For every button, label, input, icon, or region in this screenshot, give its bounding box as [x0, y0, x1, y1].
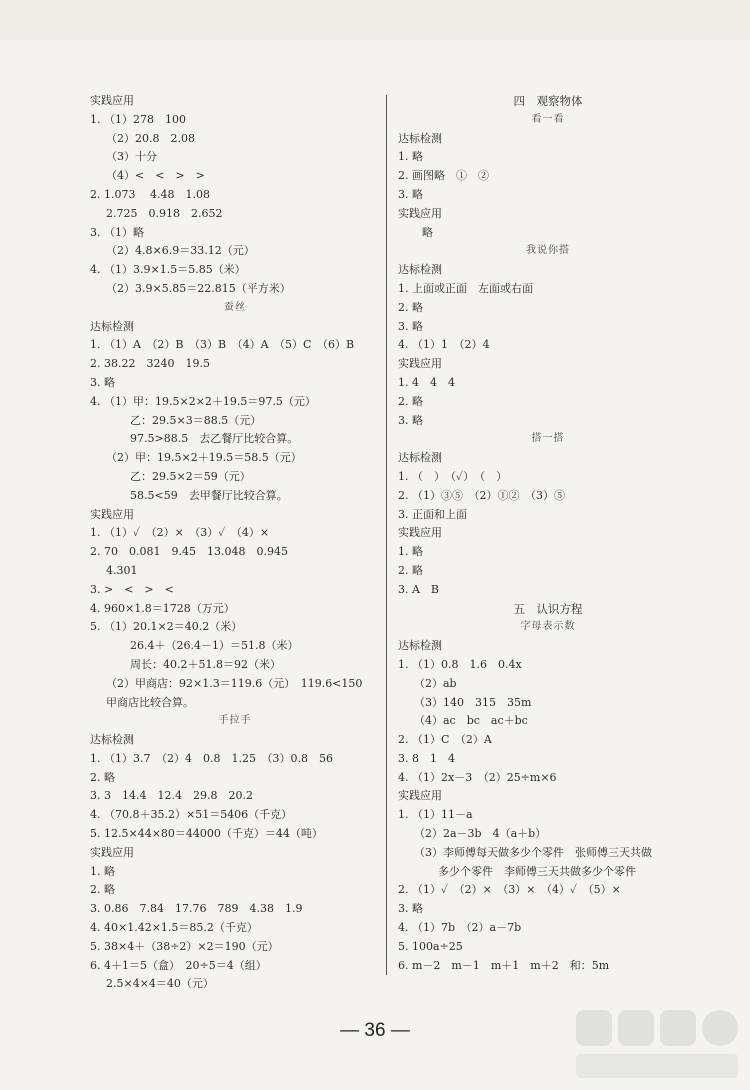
answer-line: 1. 4 4 4	[398, 375, 455, 389]
answer-line: 1. 略	[398, 545, 423, 559]
section-heading: 实践应用	[90, 94, 134, 107]
answer-line: 3. 略	[398, 319, 423, 333]
answer-line: 4. 960×1.8＝1728（万元）	[90, 601, 235, 615]
section-sub: 搭一搭	[531, 433, 565, 445]
answer-line: 4. （1）1 （2）4	[398, 338, 490, 352]
answer-line: 乙：29.5×3＝88.5（元）	[130, 413, 262, 427]
answer-line: 4. 40×1.42×1.5＝85.2（千克）	[90, 921, 258, 935]
answer-line: 5. 12.5×44×80＝44000（千克）＝44（吨）	[90, 827, 323, 841]
answer-line: （4）< < > >	[106, 169, 205, 183]
answer-line: 4.301	[106, 563, 138, 577]
answer-line: （2）2a－3b 4（a＋b）	[414, 827, 547, 841]
answer-line: 1. （ ） （✓） （ ）	[398, 469, 508, 483]
answer-line: 3. 3 14.4 12.4 29.8 20.2	[90, 789, 253, 803]
answer-line: 2.725 0.918 2.652	[106, 206, 223, 220]
answer-line: 26.4＋（26.4－1）＝51.8（米）	[130, 639, 299, 653]
answer-line: 2. 略	[398, 300, 423, 314]
answer-line: 1. （1）0.8 1.6 0.4x	[398, 657, 522, 671]
answer-line: 1. 略	[398, 150, 423, 164]
answer-line: 1. （1）✓ （2）× （3）✓ （4）×	[90, 526, 270, 540]
section-sub: 我说你搭	[526, 245, 570, 257]
section-heading: 实践应用	[398, 206, 442, 220]
section-heading: 达标检测	[398, 131, 442, 145]
section-chapter: 五 认识方程	[513, 601, 583, 616]
section-heading: 实践应用	[90, 507, 134, 521]
answer-line: 1. 略	[90, 864, 115, 878]
answer-line: 58.5<59 去甲餐厅比较合算。	[130, 488, 288, 502]
answer-line: 1. （1）11－a	[398, 808, 473, 822]
section-heading: 达标检测	[398, 639, 442, 653]
section-sub: 看一看	[531, 113, 565, 125]
answer-line: 3. 正面和上面	[398, 507, 467, 521]
answer-line: 3. （1）略	[90, 225, 144, 239]
section-heading: 达标检测	[398, 263, 442, 277]
answer-line: 2. 1.073 4.48 1.08	[90, 187, 210, 201]
answer-line: 4. （1）7b （2）a－7b	[398, 921, 522, 935]
answer-line: 2. 略	[398, 563, 423, 577]
answer-line: 4. （1）3.9×1.5＝5.85（米）	[90, 263, 246, 277]
answer-line: 2. （1）③⑤ （2）①② （3）⑤	[398, 488, 565, 502]
answer-line: （2）甲商店：92×1.3＝119.6（元） 119.6<150	[106, 676, 363, 690]
answer-line: （3）140 315 35m	[414, 695, 532, 709]
answer-line: 2. 略	[90, 883, 115, 897]
answer-line: （2）3.9×5.85＝22.815（平方米）	[106, 281, 291, 295]
answer-line: 1. （1）A （2）B （3）B （4）A （5）C （6）B	[90, 338, 355, 352]
answer-line: 2. 38.22 3240 19.5	[90, 357, 210, 371]
answer-line: 3. > < > <	[90, 582, 174, 596]
section-heading: 达标检测	[398, 451, 442, 465]
answer-line: （3）十分	[106, 150, 157, 164]
section-sub: 蚕丝	[224, 301, 246, 313]
answer-line: 2. （1）C （2）A	[398, 733, 492, 747]
answer-line: 4. （1）2x－3 （2）25÷m×6	[398, 770, 557, 784]
section-sub: 手拉手	[218, 715, 252, 727]
answer-line: 多少个零件 李师傅三天共做多少个零件	[438, 864, 636, 878]
answer-line: 略	[422, 225, 433, 239]
answer-line: 乙：29.5×2＝59（元）	[130, 469, 251, 483]
answer-line: 97.5>88.5 去乙餐厅比较合算。	[130, 432, 299, 446]
answer-line: 4. （1）甲：19.5×2×2＋19.5＝97.5（元）	[90, 394, 316, 408]
section-heading: 达标检测	[90, 733, 134, 747]
answer-line: 3. 略	[90, 375, 115, 389]
answer-line: 3. 略	[398, 187, 423, 201]
answer-column-right	[398, 92, 698, 975]
watermark-logo	[572, 1004, 742, 1084]
section-heading: 达标检测	[90, 319, 134, 333]
answer-line: 1. 上面或正面 左面或右面	[398, 281, 533, 295]
section-sub: 字母表示数	[520, 621, 576, 633]
answer-line: 6. m－2 m－1 m＋1 m＋2 和：5m	[398, 958, 610, 972]
answer-line: 2. 略	[90, 770, 115, 784]
section-heading: 实践应用	[398, 357, 442, 371]
answer-line: 5. （1）20.1×2＝40.2（米）	[90, 620, 243, 634]
answer-line: 3. 0.86 7.84 17.76 789 4.38 1.9	[90, 902, 303, 916]
answer-line: 1. （1）3.7 （2）4 0.8 1.25 （3）0.8 56	[90, 751, 333, 765]
answer-line: 2. （1）✓ （2）× （3）× （4）✓ （5）×	[398, 883, 621, 897]
section-heading: 实践应用	[398, 526, 442, 540]
section-heading: 实践应用	[90, 845, 134, 859]
answer-line: （4）ac bc ac＋bc	[414, 714, 528, 728]
answer-line: 5. 38×4＋（38÷2）×2＝190（元）	[90, 939, 279, 953]
answer-line: 6. 4＋1＝5（盒） 20÷5＝4（组）	[90, 958, 267, 972]
page-number: — 36 —	[340, 1020, 410, 1041]
answer-line: 3. 8 1 4	[398, 751, 455, 765]
answer-column-left	[90, 92, 380, 994]
answer-line: 周长：40.2＋51.8＝92（米）	[130, 657, 281, 671]
section-heading: 实践应用	[398, 789, 442, 803]
answer-line: 甲商店比较合算。	[106, 695, 194, 709]
answer-line: 2. 略	[398, 394, 423, 408]
answer-line: 2. 画图略 ① ②	[398, 169, 489, 183]
answer-line: （2）ab	[414, 676, 457, 690]
top-margin-band	[0, 0, 750, 40]
answer-line: 2. 70 0.081 9.45 13.048 0.945	[90, 545, 288, 559]
answer-line: 3. 略	[398, 413, 423, 427]
answer-line: 3. A B	[398, 582, 440, 596]
section-chapter: 四 观察物体	[513, 94, 583, 108]
answer-line: （2）20.8 2.08	[106, 131, 195, 145]
answer-line: 1. （1）278 100	[90, 112, 186, 126]
answer-line: 2.5×4×4＝40（元）	[106, 977, 214, 991]
answer-line: （3）李师傅每天做多少个零件 张师傅三天共做	[414, 845, 652, 859]
answer-line: 4. （70.8＋35.2）×51＝5406（千克）	[90, 808, 293, 822]
answer-line: 5. 100a÷25	[398, 939, 463, 953]
answer-line: 3. 略	[398, 902, 423, 916]
answer-line: （2）甲：19.5×2＋19.5＝58.5（元）	[106, 451, 302, 465]
answer-line: （2）4.8×6.9＝33.12（元）	[106, 244, 255, 258]
column-divider	[386, 95, 387, 975]
